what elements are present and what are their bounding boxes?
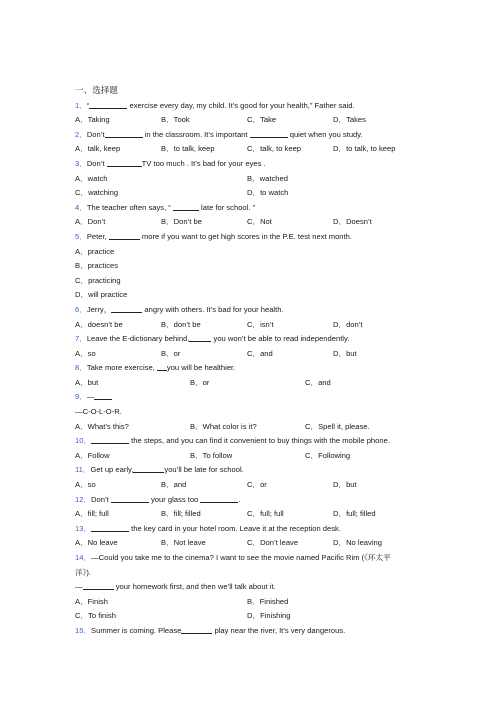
option-c[interactable]: C．Spell it, please. [305,421,370,431]
section-title: 一、选择题 [75,86,118,96]
question-9-reply: —C-O-L-O-R. [75,407,122,417]
question-14-reply: — your homework first, and then we’ll talk about it. [75,582,276,592]
question-12-options [75,507,420,522]
question-13-options [75,536,420,551]
question-3: 3．Don’t TV too much . It’s bad for your eyes . [75,158,266,168]
option-a[interactable]: A．What’s this? [75,421,129,431]
option-d[interactable]: D．but [333,480,357,490]
option-b[interactable]: B．and [161,480,187,490]
answer-blank[interactable] [91,434,129,444]
question-11: 11．Get up early, you’ll be late for school. [75,465,244,475]
option-d[interactable]: D．No leaving [333,538,382,548]
option-c[interactable]: C．practicing [75,275,121,285]
option-b[interactable]: B．or [161,348,181,358]
question-2: 2．Don’t in the classroom. It’s important quiet when you study. [75,129,363,139]
answer-blank[interactable] [109,230,140,240]
answer-blank[interactable] [89,99,127,109]
question-14: 14．—Could you take me to the cinema? I want to see the movie named Pacific Rim (《环太平 [75,553,391,562]
option-a[interactable]: A．Finish [75,596,108,606]
question-10: 10． the steps, and you can find it convenient to buy things with the mobile phone. [75,436,390,446]
question-2-options [75,142,420,157]
option-a[interactable]: A．but [75,377,99,387]
question-6: 6．Jerry， angry with others. It’s bad for your health. [75,304,284,314]
option-b[interactable]: B．watched [247,173,288,183]
answer-blank[interactable] [105,128,143,138]
answer-blank[interactable] [111,493,149,503]
question-1: 1．“ exercise every day, my child. It’s good for your health,” Father said. [75,100,355,110]
option-b[interactable]: B．to talk, keep [161,144,215,154]
option-d[interactable]: D．don’t [333,319,363,329]
question-7: 7．Leave the E-dictionary behind, you won’t be able to read independently. [75,334,350,344]
option-a[interactable]: A．Taking [75,115,110,125]
question-9-options [75,420,420,435]
option-a[interactable]: A．so [75,348,96,358]
option-a[interactable]: A．No leave [75,538,118,548]
option-b[interactable]: B．practices [75,261,119,271]
option-c[interactable]: C．talk, to keep [247,144,302,154]
question-6-options [75,318,420,333]
option-c[interactable]: C．To finish [75,611,116,621]
option-b[interactable]: B．What color is it? [190,421,257,431]
option-a[interactable]: A．doesn’t be [75,319,123,329]
option-d[interactable]: D．Finishing [247,611,291,621]
answer-blank[interactable] [200,493,238,503]
question-14-cont: 洋》). [75,567,92,577]
question-7-options [75,347,420,362]
question-12: 12．Don’t your glass too . [75,494,241,504]
question-11-options [75,478,420,493]
option-c[interactable]: C．and [305,377,331,387]
option-d[interactable]: D．Doesn’t [333,217,372,227]
answer-blank[interactable] [189,332,211,342]
question-3-options-row1 [75,172,420,187]
option-c[interactable]: C．and [247,348,273,358]
option-a[interactable]: A．Follow [75,450,110,460]
option-a[interactable]: A．fill; full [75,509,109,519]
question-1-options [75,113,420,128]
option-c[interactable]: C．isn’t [247,319,274,329]
answer-blank[interactable] [94,390,112,400]
answer-blank[interactable] [111,303,142,313]
answer-blank[interactable] [181,624,212,634]
answer-blank[interactable] [250,128,288,138]
option-d[interactable]: D．to talk, to keep [333,144,396,154]
option-d[interactable]: D．to watch [247,188,289,198]
option-c[interactable]: C．watching [75,188,119,198]
option-b[interactable]: B．fill; filled [161,509,201,519]
question-14-options-row1 [75,595,420,610]
option-b[interactable]: B．Don’t be [161,217,202,227]
option-c[interactable]: C．Following [305,450,351,460]
option-a[interactable]: A．so [75,480,96,490]
option-b[interactable]: B．Took [161,115,190,125]
option-b[interactable]: B．don’t be [161,319,201,329]
option-a[interactable]: A．talk, keep [75,144,121,154]
option-a[interactable]: A．practice [75,246,115,256]
question-8: 8．Take more exercise, you will be healthier. [75,363,236,373]
question-10-options [75,449,420,464]
option-d[interactable]: D．full; filled [333,509,376,519]
question-4-options [75,215,420,230]
option-c[interactable]: C．full; full [247,509,284,519]
option-b[interactable]: B．Not leave [161,538,206,548]
answer-blank[interactable] [157,361,167,371]
answer-blank[interactable] [133,463,164,473]
option-b[interactable]: B．Finished [247,596,289,606]
question-13: 13． the key card in your hotel room. Leave it at the reception desk. [75,523,341,533]
option-d[interactable]: D．Takes [333,115,366,125]
option-c[interactable]: C．Take [247,115,277,125]
option-a[interactable]: A．Don’t [75,217,106,227]
answer-blank[interactable] [83,580,114,590]
question-list [75,84,420,639]
option-d[interactable]: D．will practice [75,290,128,300]
answer-blank[interactable] [107,157,142,167]
option-d[interactable]: D．but [333,348,357,358]
answer-blank[interactable] [91,522,129,532]
question-14-options-row2 [75,609,420,624]
question-3-options-row2 [75,186,420,201]
option-b[interactable]: B．or [190,377,210,387]
question-5: 5．Peter, more if you want to get high scores in the P.E. test next month. [75,231,352,241]
question-8-options [75,376,420,391]
question-4: 4．The teacher often says, “ late for school. ” [75,202,256,212]
option-a[interactable]: A．watch [75,173,108,183]
answer-blank[interactable] [173,201,199,211]
option-c[interactable]: C．Don’t leave [247,538,299,548]
option-c[interactable]: C．Not [247,217,272,227]
question-15: 15．Summer is coming. Please play near the river, It’s very dangerous. [75,625,346,635]
question-9: 9．— [75,390,420,405]
option-b[interactable]: B．To follow [190,450,233,460]
option-c[interactable]: C．or [247,480,267,490]
